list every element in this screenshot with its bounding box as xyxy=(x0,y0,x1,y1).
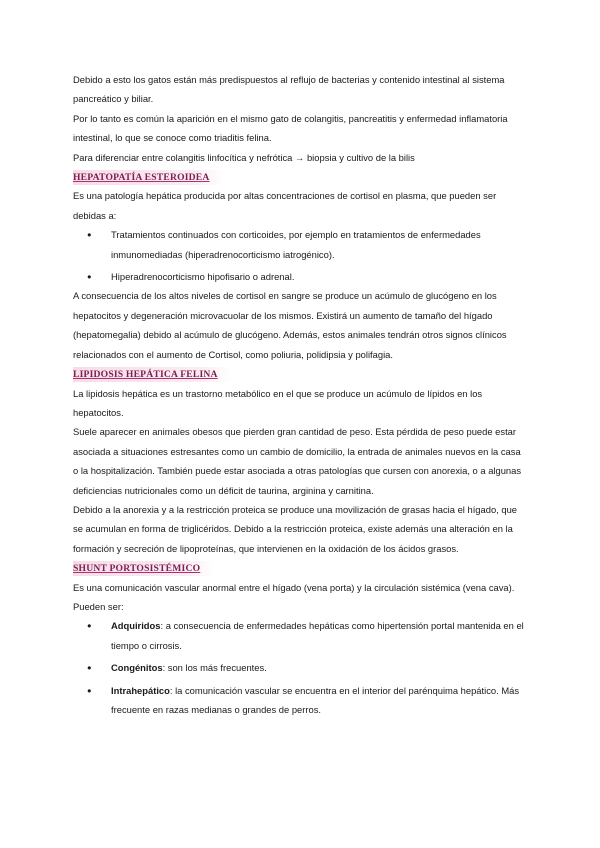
intro-paragraph-1: Debido a esto los gatos están más predispuestos al reflujo de bacterias y contenido intestinal al sistema pancreático y biliar. xyxy=(73,74,505,105)
intro-paragraph-2: Por lo tanto es común la aparición en el mismo gato de colangitis, pancreatitis y enfermedad inflamatoria intestinal, lo que se conoce como triaditis felina. xyxy=(73,112,508,144)
list-item: ● Hiperadrenocorticismo hipofisario o adrenal. xyxy=(73,267,528,286)
section-heading-lipidosis: LIPIDOSIS HEPÁTICA FELINA xyxy=(73,367,232,382)
section-heading-hepatopatia: HEPATOPATÍA ESTEROIDEA xyxy=(73,170,224,185)
term-congenitos: Congénitos xyxy=(111,662,163,674)
term-description: : son los más frecuentes. xyxy=(162,662,267,674)
lipidosis-paragraph-2: Suele aparecer en animales obesos que pierden gran cantidad de peso. Esta pérdida de peso puede estar asociada a situaciones estresantes como un cambio de domicilio, la entrada de animales nuevos en la casa o la hospitalización. También puede estar asociada a otras patologías que cursen con anorexia, o a algunas deficiencias nutricionales como un déficit de taurina, arginina y carnitina. xyxy=(73,426,522,496)
shunt-list xyxy=(73,616,528,719)
list-item xyxy=(73,616,528,655)
shunt-paragraph-1: Es una comunicación vascular anormal entre el hígado (vena porta) y la circulación sistémica (vena cava). Pueden ser: xyxy=(73,581,515,612)
lipidosis-paragraph-3: Debido a la anorexia y a la restricción proteica se produce una movilización de grasas hacia el hígado, que se acumulan en forma de triglicéridos. Debido a la restricción proteica, existe además una alteración en la formación y secreción de lipoproteínas, que intervienen en la oxidación de los ácidos grasos. xyxy=(73,503,518,554)
list-item xyxy=(73,658,528,677)
hepatopatia-paragraph-1: Es una patología hepática producida por altas concentraciones de cortisol en plasma, que pueden ser debidas a: xyxy=(73,190,497,221)
list-item: ● Tratamientos continuados con corticoides, por ejemplo en tratamientos de enfermedades inmunomediadas (hiperadrenocorticismo iatrogénico). xyxy=(73,225,528,264)
term-adquiridos: Adquiridos xyxy=(111,620,161,632)
section-heading-shunt: SHUNT PORTOSISTÉMICO xyxy=(73,561,214,576)
term-description: : a consecuencia de enfermedades hepáticas como hipertensión portal mantenida en el tiempo o cirrosis. xyxy=(111,620,524,651)
list-item xyxy=(73,681,528,720)
document-page xyxy=(73,70,528,719)
lipidosis-paragraph-1: La lipidosis hepática es un trastorno metabólico en el que se produce un acúmulo de lípidos en los hepatocitos. xyxy=(73,387,483,418)
hepatopatia-paragraph-2: A consecuencia de los altos niveles de cortisol en sangre se produce un acúmulo de glucógeno en los hepatocitos y degeneración microvacuolar de los mismos. Existirá un aumento de tamaño del hígado (hepatomegalia) debido al acúmulo de glucógeno. Además, estos animales tendrán otros signos clínicos relacionados con el aumento de Cortisol, como poliuria, polidipsia y polifagia. xyxy=(73,290,507,360)
term-intrahepatico: Intrahepático xyxy=(111,684,170,696)
intro-paragraph-3: Para diferenciar entre colangitis linfocítica y nefrótica → biopsia y cultivo de la bilis xyxy=(73,151,415,163)
hepatopatia-list xyxy=(73,225,528,286)
term-description: : la comunicación vascular se encuentra en el interior del parénquima hepático. Más frecuente en razas medianas o grandes de perros. xyxy=(111,684,520,715)
